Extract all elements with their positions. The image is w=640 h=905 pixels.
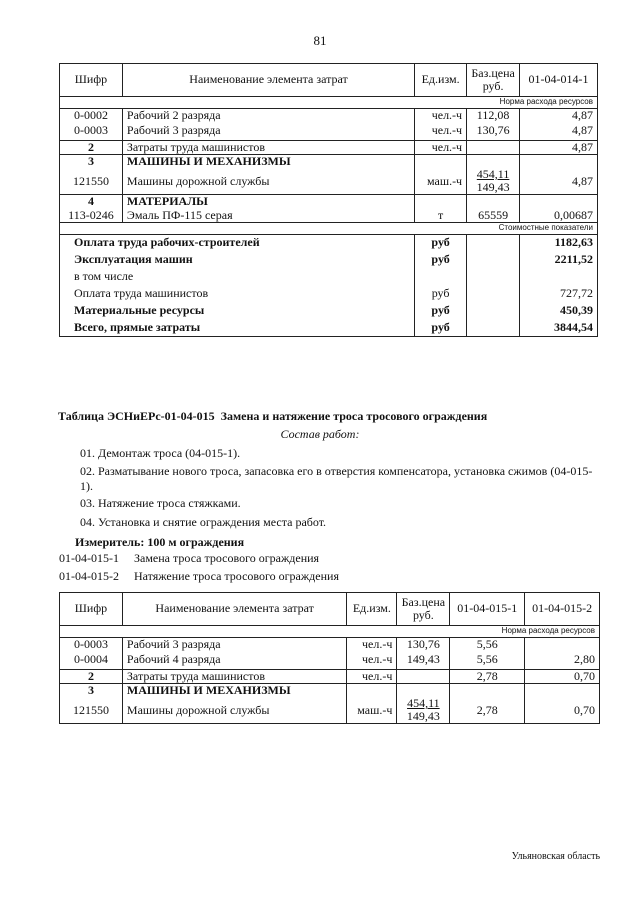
- cost-row: Эксплуатация машин руб 2211,52: [60, 251, 598, 268]
- table-row: 2 Затраты труда машинистов чел.-ч 4,87: [60, 140, 598, 154]
- footer-region: Ульяновская область: [511, 851, 600, 862]
- work-item: 01. Демонтаж троса (04-015-1).: [80, 446, 241, 460]
- table-row: 0-0004 Рабочий 4 разряда чел.-ч 149,43 5,56 2,80: [60, 651, 600, 669]
- table-row: 0-0003 Рабочий 3 разряда чел.-ч 130,76 5,56: [60, 638, 600, 652]
- section-header: 3 МАШИНЫ И МЕХАНИЗМЫ: [60, 683, 600, 697]
- header-col-1: 01-04-014-1: [520, 64, 598, 97]
- resource-table-2: [59, 592, 600, 724]
- cost-row: Всего, прямые затраты руб 3844,54: [60, 319, 598, 336]
- header-code: Шифр: [60, 593, 123, 626]
- header-unit: Ед.изм.: [415, 64, 467, 97]
- table-row: 0-0002 Рабочий 2 разряда чел.-ч 112,08 4,87: [60, 109, 598, 123]
- header-name: Наименование элемента затрат: [122, 64, 414, 97]
- table-row: 121550 Машины дорожной службы маш.-ч 454,11 149,43 2,78 0,70: [60, 697, 600, 724]
- table-row: 0-0003 Рабочий 3 разряда чел.-ч 130,76 4,87: [60, 122, 598, 140]
- cost-row: Оплата труда машинистов руб 727,72: [60, 285, 598, 302]
- table-caption: Таблица ЭСНиЕРс-01-04-015 Замена и натяжение троса тросового ограждения: [58, 409, 488, 423]
- header-code: Шифр: [60, 64, 123, 97]
- section-header: 4 МАТЕРИАЛЫ: [60, 195, 598, 209]
- header-price: Баз.цена руб.: [467, 64, 520, 97]
- resource-table-1: [59, 63, 598, 337]
- table-row: 2 Затраты труда машинистов чел.-ч 2,78 0,70: [60, 669, 600, 683]
- work-item: 03. Натяжение троса стяжками.: [80, 496, 241, 510]
- cost-row: Материальные ресурсы руб 450,39: [60, 302, 598, 319]
- band-costs: Стоимостные показатели: [60, 222, 598, 234]
- measure-unit: Измеритель: 100 м ограждения: [75, 535, 245, 549]
- header-col-2: 01-04-015-2: [525, 593, 600, 626]
- norm-code-row: 01-04-015-1 Замена троса тросового ограждения: [59, 551, 320, 565]
- header-name: Наименование элемента затрат: [122, 593, 346, 626]
- section-header: 3 МАШИНЫ И МЕХАНИЗМЫ: [60, 154, 598, 168]
- band-resources: Норма расхода ресурсов: [60, 626, 600, 638]
- table-row: 113-0246 Эмаль ПФ-115 серая т 65559 0,00687: [60, 209, 598, 223]
- cost-row: Оплата труда рабочих-строителей руб 1182,63: [60, 234, 598, 251]
- header-col-1: 01-04-015-1: [450, 593, 525, 626]
- page-number: 81: [313, 33, 327, 48]
- table-header-row: [60, 593, 600, 626]
- header-unit: Ед.изм.: [347, 593, 397, 626]
- work-item: 02. Разматывание нового троса, запасовка его в отверстия компенсатора, установка сжимов (04-015-1).: [80, 464, 593, 493]
- work-composition-heading: Состав работ:: [280, 427, 360, 441]
- cost-row: в том числе: [60, 268, 598, 285]
- table-header-row: [60, 64, 598, 97]
- header-price: Баз.цена руб.: [397, 593, 450, 626]
- band-resources: Норма расхода ресурсов: [60, 97, 598, 109]
- table-row: 121550 Машины дорожной службы маш.-ч 454,11 149,43 4,87: [60, 168, 598, 195]
- work-item: 04. Установка и снятие ограждения места работ.: [80, 515, 327, 529]
- norm-code-row: 01-04-015-2 Натяжение троса тросового ограждения: [59, 569, 339, 583]
